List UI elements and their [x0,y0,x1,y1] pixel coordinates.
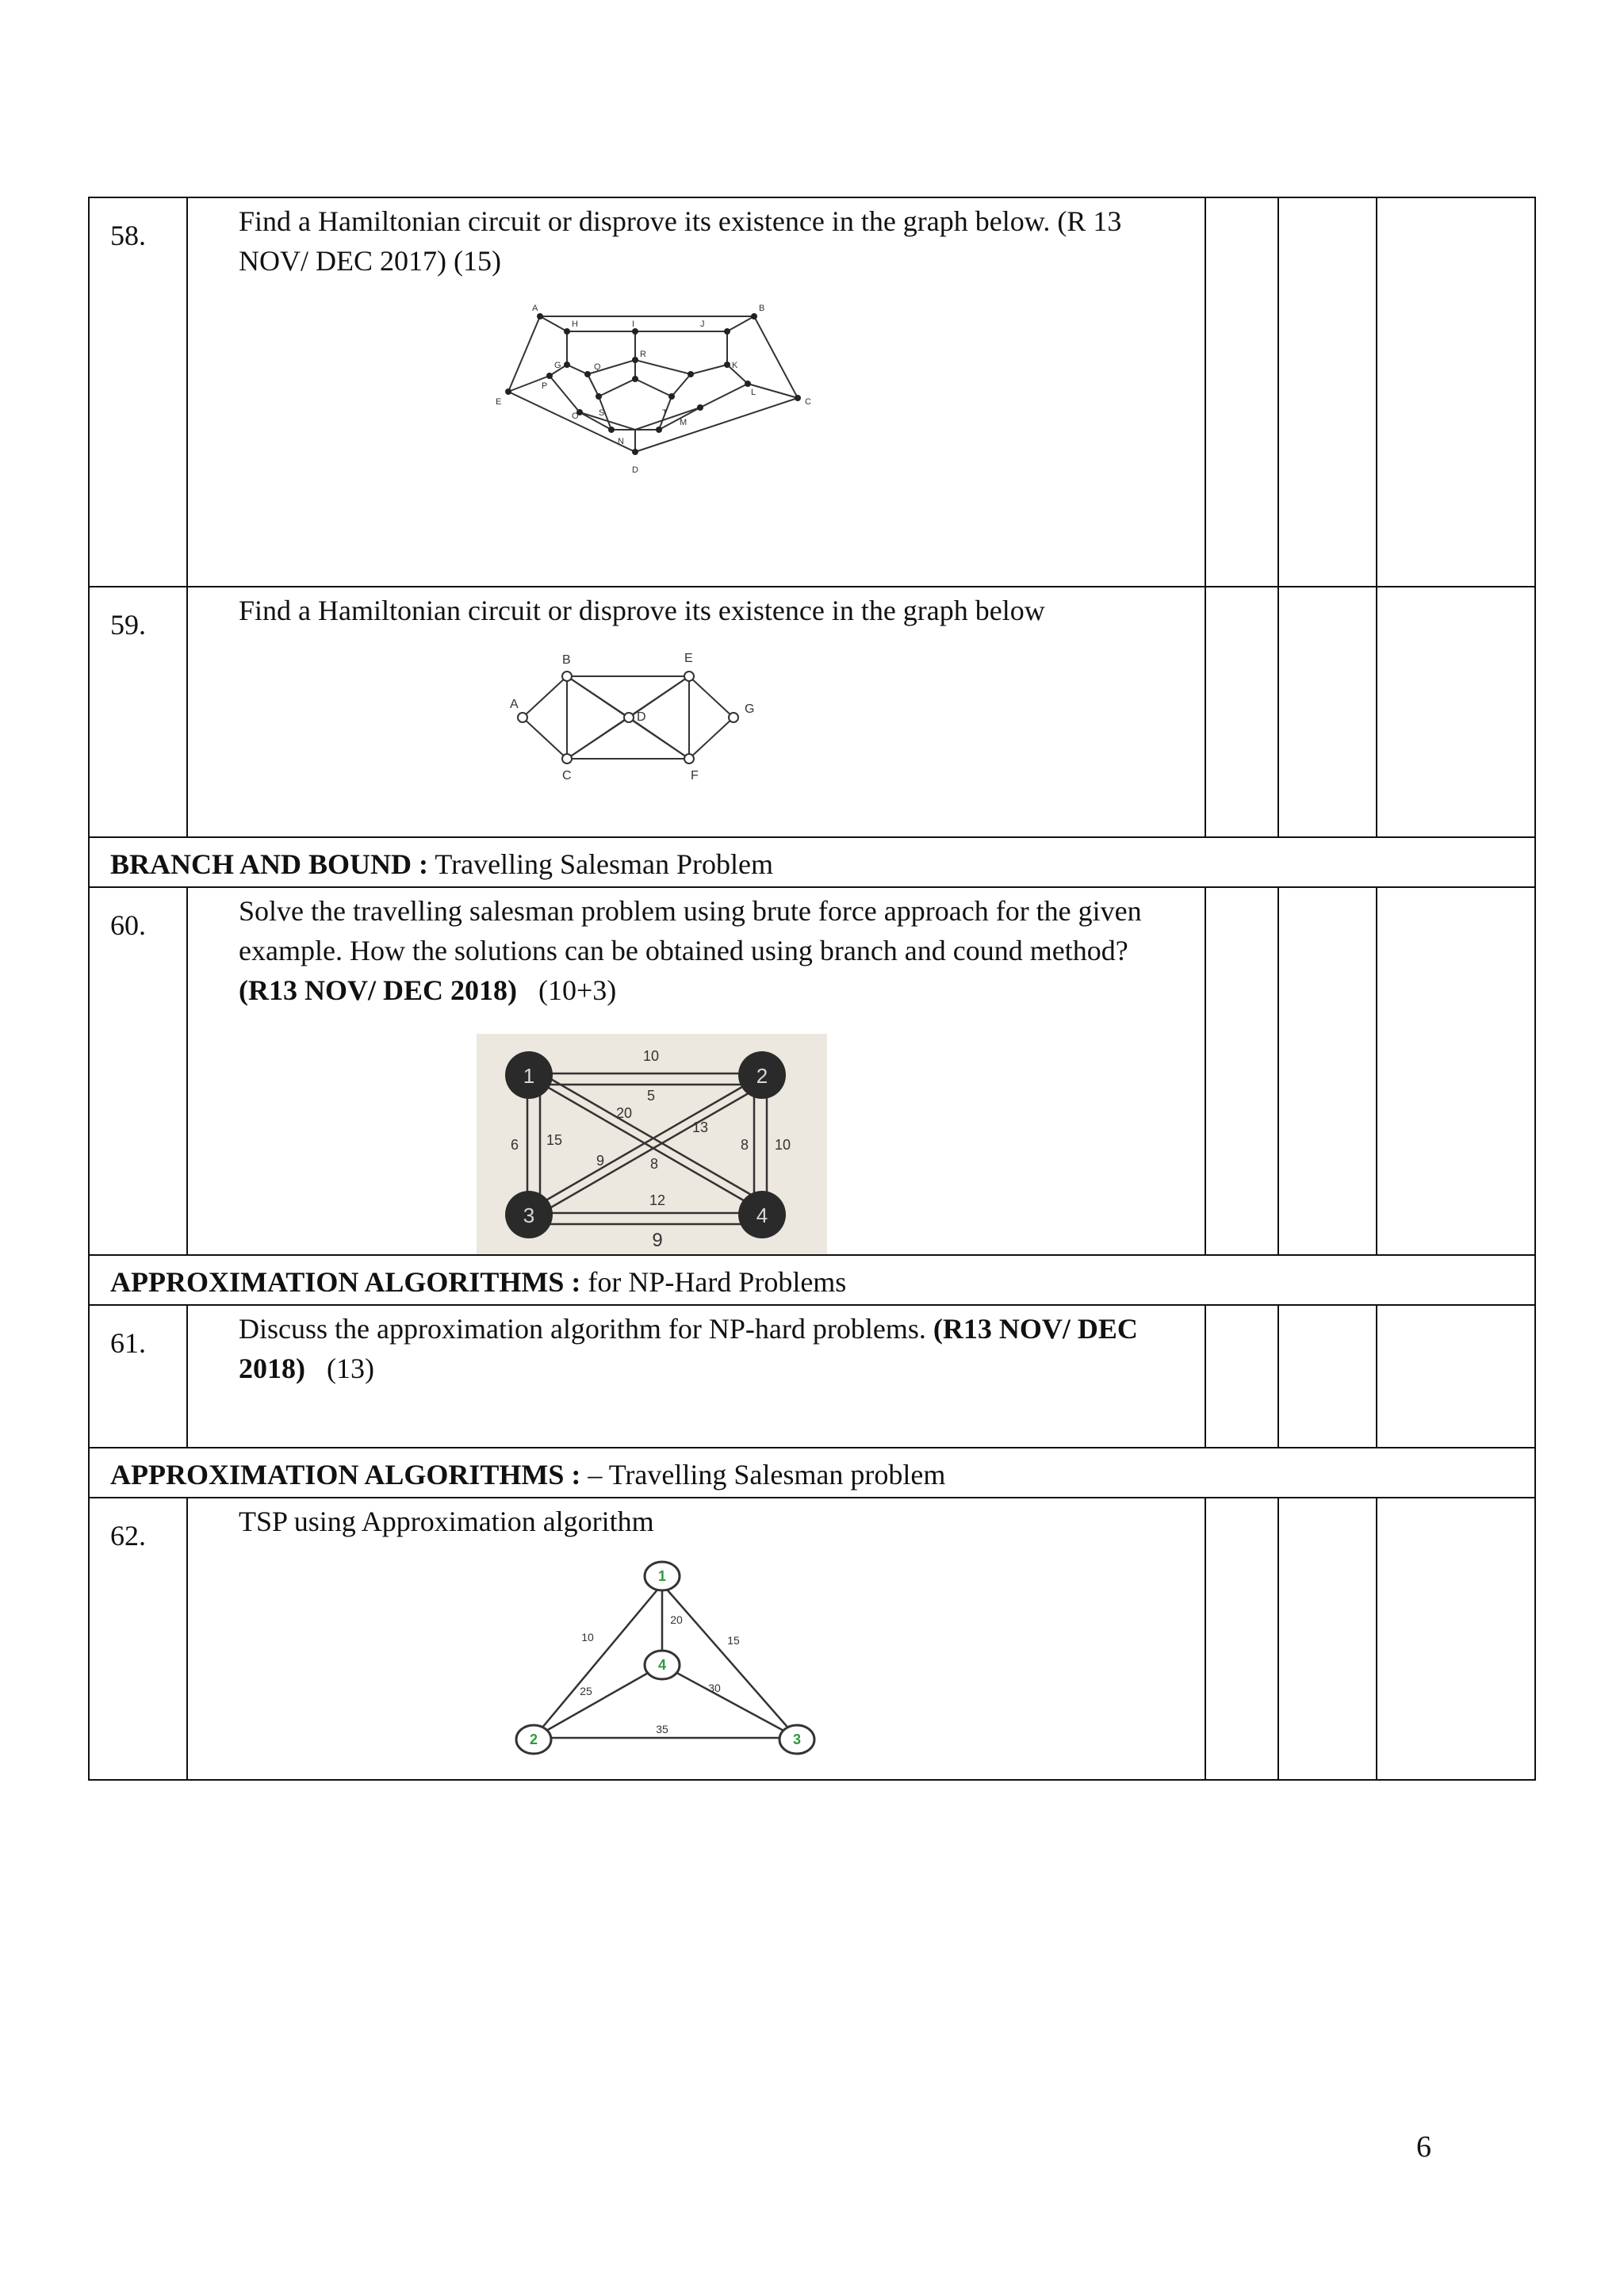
svg-text:30: 30 [708,1682,721,1694]
section-heading: APPROXIMATION ALGORITHMS : – Travelling Salesman problem [89,1448,1535,1498]
question-cell [187,887,1205,1255]
svg-text:6: 6 [510,1137,519,1153]
svg-text:20: 20 [670,1613,683,1626]
svg-text:H: H [572,320,578,329]
svg-text:C: C [805,397,811,407]
svg-text:25: 25 [580,1685,592,1697]
question-text: Find a Hamiltonian circuit or disprove its existence in the graph below. (R 13 NOV/ DEC 2017) (15) [239,205,1122,277]
svg-text:P: P [542,381,548,391]
section-row-branch-and-bound [89,837,1535,887]
svg-text:4: 4 [657,1657,667,1673]
svg-text:1: 1 [523,1064,535,1088]
svg-text:B: B [562,653,571,667]
svg-text:3: 3 [523,1203,535,1227]
svg-text:5: 5 [646,1088,656,1104]
svg-text:M: M [680,418,688,427]
svg-text:J: J [700,320,705,329]
svg-text:E: E [684,652,693,665]
question-cell [187,1305,1205,1448]
question-number: 58. [89,197,187,587]
hamiltonian-graph-figure-58 [492,297,968,558]
section-row-approximation-np-hard [89,1255,1535,1305]
svg-text:T: T [662,408,668,418]
svg-text:10: 10 [774,1137,791,1153]
question-number: 61. [89,1305,187,1448]
question-text: Discuss the approximation algorithm for NP-hard problems. (R13 NOV/ DEC 2018) (13) [239,1313,1138,1384]
svg-text:20: 20 [615,1105,633,1121]
svg-text:L: L [751,388,756,397]
svg-text:N: N [618,437,624,446]
question-number: 59. [89,587,187,837]
svg-text:15: 15 [546,1132,563,1148]
svg-text:C: C [562,769,572,783]
svg-text:Q: Q [594,362,601,372]
svg-text:A: A [532,304,538,313]
svg-text:O: O [572,411,579,421]
svg-text:K: K [732,361,738,370]
svg-text:A: A [510,698,519,711]
question-row-60 [89,887,1535,1255]
svg-text:F: F [691,769,699,783]
question-row-58 [89,197,1535,587]
svg-text:8: 8 [649,1156,659,1172]
tsp-approx-graph-figure-62 [492,1548,825,1762]
svg-text:G: G [554,361,561,370]
svg-text:D: D [637,710,646,724]
svg-text:E: E [496,397,502,407]
question-text: TSP using Approximation algorithm [239,1506,654,1537]
question-row-59 [89,587,1535,837]
svg-text:10: 10 [642,1048,660,1064]
page-number: 6 [1416,2130,1431,2164]
question-text: Solve the travelling salesman problem using brute force approach for the given example. How the solutions can be obtained using branch and cound method? (R13 NOV/ DEC 2018) (10+3) [239,895,1142,1006]
svg-text:1: 1 [657,1568,667,1584]
svg-text:S: S [599,408,605,418]
hamiltonian-graph-figure-59 [492,630,825,813]
svg-text:D: D [632,465,638,475]
svg-text:G: G [745,702,755,716]
svg-text:9: 9 [652,1230,663,1251]
question-number: 60. [89,887,187,1255]
question-number: 62. [89,1498,187,1780]
svg-text:12: 12 [649,1192,666,1208]
question-row-61 [89,1305,1535,1448]
section-row-approximation-tsp [89,1448,1535,1498]
question-cell [187,587,1205,837]
svg-text:15: 15 [727,1634,740,1647]
svg-text:35: 35 [656,1723,668,1735]
svg-text:B: B [759,304,765,313]
svg-text:10: 10 [581,1631,594,1644]
question-row-62 [89,1498,1535,1780]
svg-text:2: 2 [756,1064,768,1088]
svg-text:13: 13 [691,1119,709,1135]
svg-text:8: 8 [740,1137,749,1153]
section-heading: BRANCH AND BOUND : Travelling Salesman Problem [89,837,1535,887]
question-cell [187,1498,1205,1780]
question-table [88,197,1536,1781]
question-cell [187,197,1205,587]
section-heading: APPROXIMATION ALGORITHMS : for NP-Hard Problems [89,1255,1535,1305]
tsp-graph-figure-60 [477,1034,827,1254]
question-text: Find a Hamiltonian circuit or disprove its existence in the graph below [239,595,1045,626]
svg-text:4: 4 [756,1203,768,1227]
svg-text:3: 3 [792,1732,802,1747]
svg-text:2: 2 [529,1732,538,1747]
svg-text:R: R [640,350,646,359]
svg-text:I: I [632,320,635,329]
svg-text:9: 9 [596,1153,605,1169]
